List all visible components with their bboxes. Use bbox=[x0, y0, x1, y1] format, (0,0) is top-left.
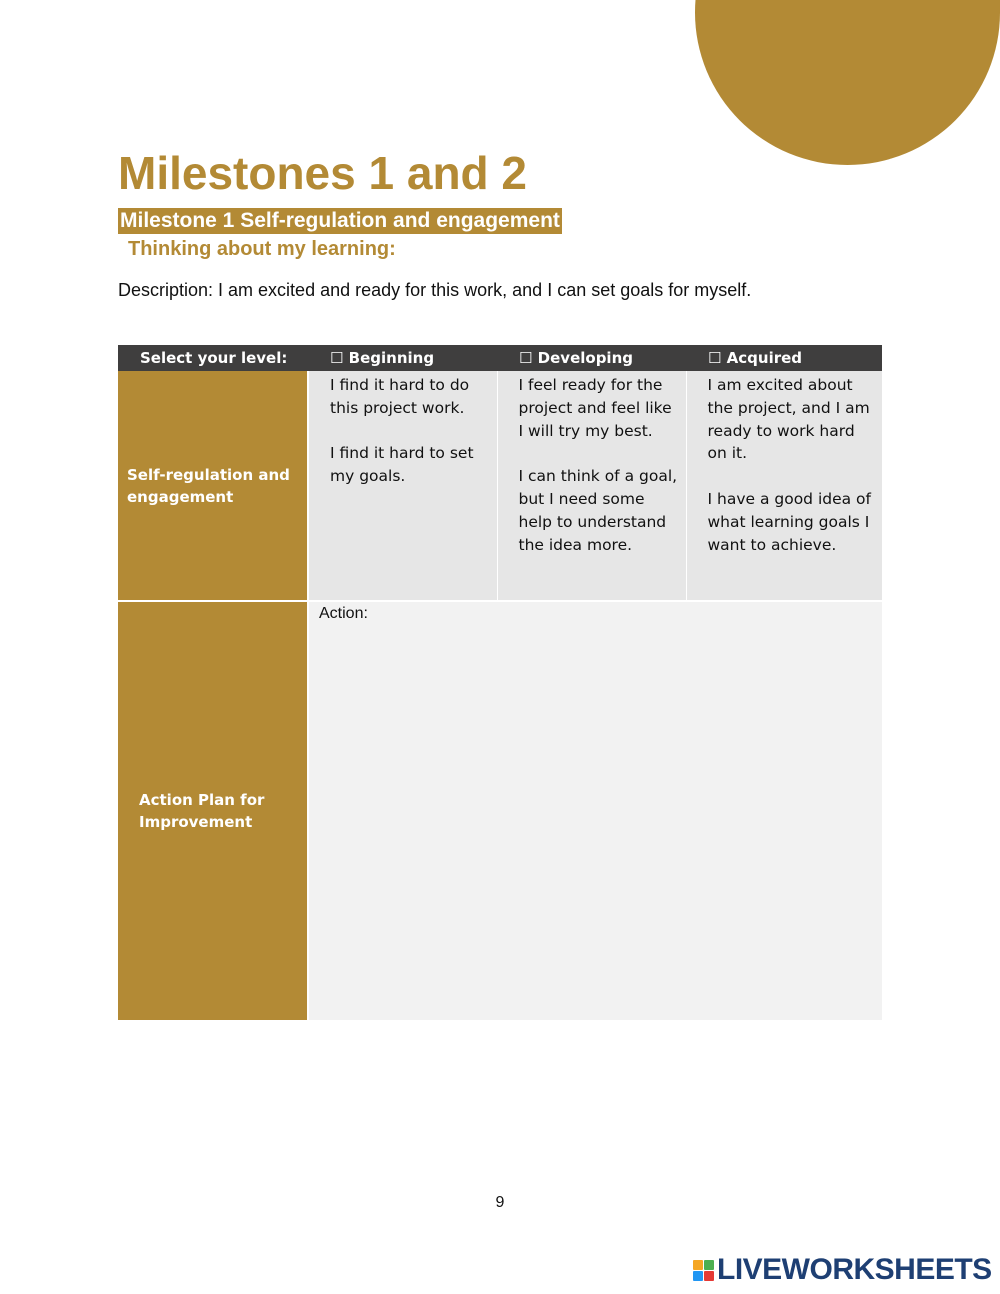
level-description-beginning bbox=[308, 371, 497, 601]
liveworksheets-logo bbox=[693, 1254, 992, 1286]
action-label: Action: bbox=[319, 605, 368, 622]
description-text: Description: I am excited and ready for this work, and I can set goals for myself. bbox=[118, 280, 752, 300]
rubric-row-self-regulation bbox=[118, 371, 882, 601]
rubric-row-action-plan bbox=[118, 601, 882, 1020]
rubric-header-row bbox=[118, 345, 882, 371]
level-text: I feel ready for the project and feel like I will try my best. bbox=[518, 376, 672, 440]
level-text: I find it hard to do this project work. bbox=[330, 376, 470, 417]
select-level-label: Select your level: bbox=[118, 345, 308, 371]
row-label-action-plan: Action Plan for Improvement bbox=[118, 601, 308, 1020]
level-description-acquired bbox=[686, 371, 882, 601]
row-label-self-regulation: Self-regulation and engagement bbox=[118, 371, 308, 601]
milestone-subtitle: Milestone 1 Self-regulation and engagement bbox=[120, 209, 560, 232]
logo-text: LIVEWORKSHEETS bbox=[717, 1253, 992, 1286]
level-checkbox-beginning[interactable]: ☐ Beginning bbox=[308, 345, 497, 371]
level-text: I have a good idea of what learning goals I want to achieve. bbox=[707, 489, 871, 554]
logo-block bbox=[704, 1260, 714, 1270]
logo-block bbox=[704, 1271, 714, 1281]
page-title: Milestones 1 and 2 bbox=[118, 147, 528, 199]
level-text: I find it hard to set my goals. bbox=[330, 444, 474, 486]
level-description-developing bbox=[497, 371, 686, 601]
logo-block bbox=[693, 1271, 703, 1281]
page-number: 9 bbox=[495, 1194, 505, 1211]
level-text: I can think of a goal, but I need some help to understand the idea more. bbox=[518, 467, 678, 554]
decorative-corner-shape bbox=[695, 0, 1000, 165]
rubric-table bbox=[118, 345, 882, 1020]
section-subheading: Thinking about my learning: bbox=[128, 238, 396, 260]
level-checkbox-developing[interactable]: ☐ Developing bbox=[497, 345, 686, 371]
logo-blocks-icon bbox=[693, 1260, 714, 1281]
action-plan-input-area[interactable] bbox=[308, 601, 882, 1020]
level-checkbox-acquired[interactable]: ☐ Acquired bbox=[686, 345, 882, 371]
logo-block bbox=[693, 1260, 703, 1270]
level-text: I am excited about the project, and I am ready to work hard on it. bbox=[707, 376, 870, 463]
